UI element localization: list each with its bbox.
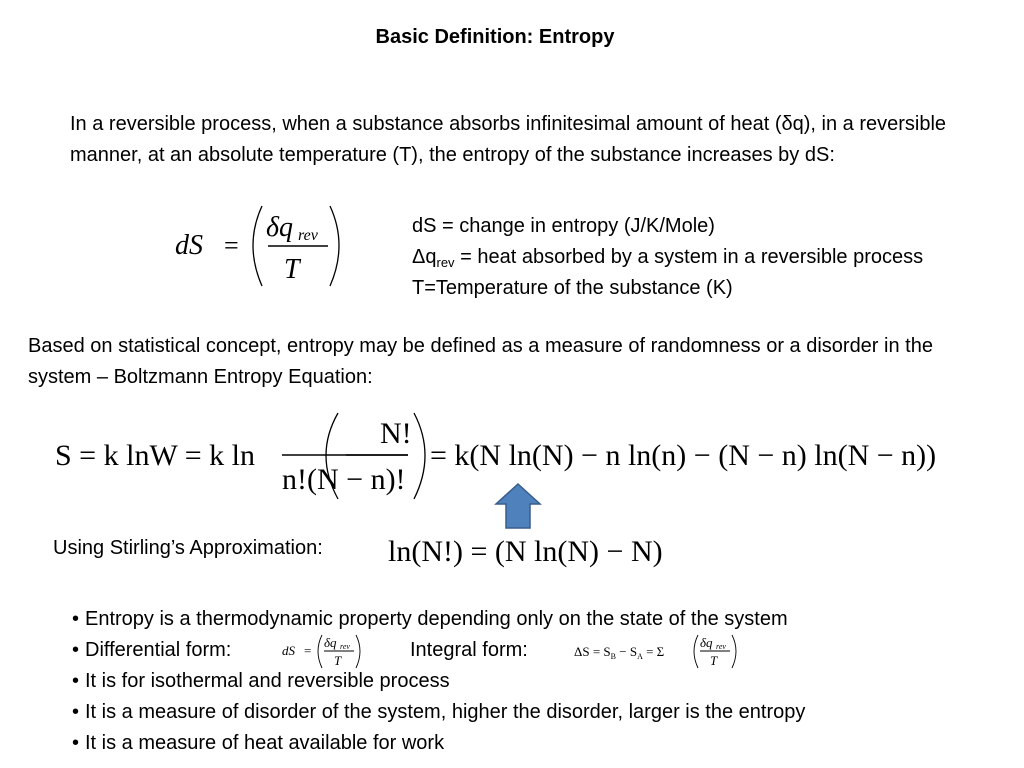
right-paren bbox=[414, 413, 425, 499]
definitions-list bbox=[412, 211, 923, 304]
right-paren bbox=[356, 635, 360, 668]
eq-denominator: T bbox=[284, 254, 300, 285]
list-item: • Entropy is a thermodynamic property depending only on the state of the system bbox=[72, 608, 788, 630]
eq-numerator: δq bbox=[266, 212, 294, 243]
up-arrow-icon bbox=[490, 482, 550, 530]
page-title: Basic Definition: Entropy bbox=[375, 26, 615, 48]
list-item: • It is a measure of heat available for work bbox=[72, 732, 445, 754]
boltzmann-lhs: S = k lnW = k ln bbox=[55, 439, 255, 472]
int-den: T bbox=[710, 653, 718, 668]
diff-eq: = bbox=[304, 643, 312, 658]
definition-qrev: $\Delta q_{rev}$ = heat absorbed by a system in a reversible process bbox=[412, 246, 924, 270]
boltzmann-paragraph: Based on statistical concept, entropy may be defined as a measure of randomness or a disorder in the system – Boltzmann Entropy Equation: bbox=[28, 335, 933, 388]
eq-equals: = bbox=[224, 231, 239, 260]
eq-numerator-sub: rev bbox=[298, 227, 318, 244]
eq-lhs: dS bbox=[175, 230, 203, 261]
stirling-text: ln(N!) = (N ln(N) − N) bbox=[388, 535, 663, 568]
diff-num: δq bbox=[324, 635, 337, 650]
definition-ds: dS = change in entropy (J/K/Mole) bbox=[412, 215, 715, 237]
int-lhs: $\Delta S = S_B - S_A = \Sigma$ bbox=[574, 644, 665, 661]
stirling-equation bbox=[385, 526, 685, 574]
diff-num-sub: rev bbox=[340, 642, 350, 651]
right-paren bbox=[330, 206, 339, 286]
diff-lhs: dS bbox=[282, 643, 295, 658]
boltzmann-denominator: n!(N − n)! bbox=[282, 463, 406, 496]
int-num-sub: rev bbox=[716, 642, 726, 651]
entropy-definition-equation bbox=[170, 198, 360, 294]
right-paren bbox=[732, 635, 736, 668]
definition-t: T=Temperature of the substance (K) bbox=[412, 277, 733, 299]
left-paren bbox=[694, 635, 698, 668]
diff-den: T bbox=[334, 653, 342, 668]
list-item: • It is a measure of disorder of the system, higher the disorder, larger is the entropy bbox=[72, 701, 806, 723]
arrow-shape bbox=[496, 484, 540, 528]
left-paren bbox=[318, 635, 322, 668]
left-paren bbox=[253, 206, 262, 286]
boltzmann-rhs: = k(N ln(N) − n ln(n) − (N − n) ln(N − n)) bbox=[430, 439, 937, 472]
bullet-list bbox=[72, 604, 805, 759]
int-num: δq bbox=[700, 635, 713, 650]
list-item: • Differential form: dS = δq rev T Integral form: $\Delta S = S_B - S_A = \Sigma$ δq rev T bbox=[72, 635, 805, 666]
integral-form-label: Integral form: bbox=[410, 639, 528, 661]
list-item: • It is for isothermal and reversible process bbox=[72, 670, 450, 692]
boltzmann-numerator: N! bbox=[380, 417, 412, 450]
stirling-label: Using Stirling’s Approximation: bbox=[53, 537, 323, 559]
intro-paragraph: In a reversible process, when a substance absorbs infinitesimal amount of heat (δq), in a reversible manner, at an absolute temperature (T), the entropy of the substance increases by dS: bbox=[70, 113, 947, 166]
